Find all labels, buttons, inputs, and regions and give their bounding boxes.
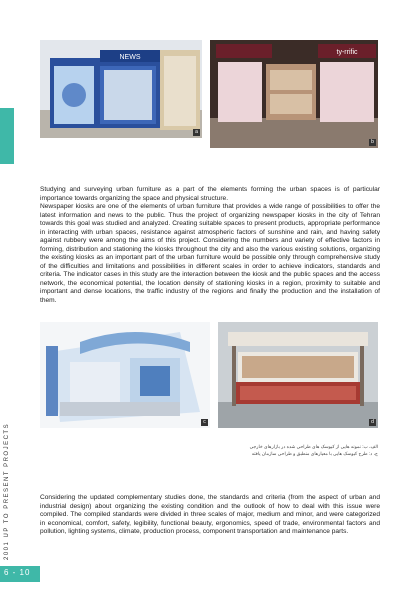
photo-news-kiosk bbox=[40, 40, 202, 138]
news-kiosk-illustration bbox=[40, 40, 202, 138]
body-text-intro bbox=[40, 186, 380, 305]
store-kiosk-illustration bbox=[210, 40, 378, 148]
caption-line-2: ج، د: طرح کیوسک هایی با معیارهای منطبق و طراحی سازمان یافته bbox=[251, 450, 378, 456]
photo-tag: d bbox=[369, 419, 376, 426]
store-sign: ty-rrific bbox=[336, 49, 358, 56]
photo-caption bbox=[230, 444, 378, 457]
photo-market-stall bbox=[218, 322, 378, 428]
photo-tag: c bbox=[201, 419, 208, 426]
accent-bar-top bbox=[0, 108, 14, 164]
paragraph-2: Newspaper kiosks are one of the elements of urban furniture that provides a wide range of possibilities to offer the latest information and news to the public. Thus the project of organizing newspaper kiosks in the city of Tehran towards this goal was studied and analyzed. Creating suitable spaces to present products, appropriate performance in interacting with urban spaces, resistance against atmospheric factors of sunshine and rain, and having safety against rubbery were among the aims of this project. Considering the numbers and variety of effective factors in forming, distribution and stationing the kiosks throughout the city and also the various existing solutions, organizing the existing kiosks as an important part of the urban furniture would be possible only through comprehensive study of the difficulties and limitations and possibilities in different scales in order to achieve indicators, standards and criteria. The indicator cases in this study are the interaction between the kiosk and the public spaces and the access network, the economical potential, the location density of stationing kiosks in a region, proximity to suitable and important and dense locations, the traffic industry of the regions and finally the production and the installation of them. bbox=[40, 203, 380, 304]
photo-tag: b bbox=[369, 139, 376, 146]
body-text-standards bbox=[40, 494, 380, 537]
page-number: 6 - 10 bbox=[4, 568, 31, 577]
photo-kiosk-render bbox=[40, 322, 210, 428]
photo-store-kiosk bbox=[210, 40, 378, 148]
kiosk-sign: NEWS bbox=[119, 54, 141, 61]
market-stall-illustration bbox=[218, 322, 378, 428]
spine-label: 2001 UP TO PRESENT PROJECTS bbox=[4, 422, 10, 560]
caption-line-1: الف، ب: نمونه هایی از کیوسک های طراحی شده در بازارهای خارجی bbox=[249, 444, 378, 449]
photo-tag: a bbox=[193, 129, 200, 136]
kiosk-render-illustration bbox=[40, 322, 210, 428]
paragraph-3: Considering the updated complementary studies done, the standards and criteria (from the aspect of urban and industrial design) about organizing the existing condition and the outlook of how to deal with this issue were compiled. The compiled standards were divided in three scales of major, medium and minor, and were categorized in economical, comfort, safety, legibility, functional beauty, ergonomics, speed of trade, environmental factors and pollution, lighting systems, climate, production process, component transportation and maintenance parts. bbox=[40, 494, 380, 535]
paragraph-1: Studying and surveying urban furniture as a part of the elements forming the urban spaces is of particular importance towards organizing the space and physical structure. bbox=[40, 186, 380, 202]
